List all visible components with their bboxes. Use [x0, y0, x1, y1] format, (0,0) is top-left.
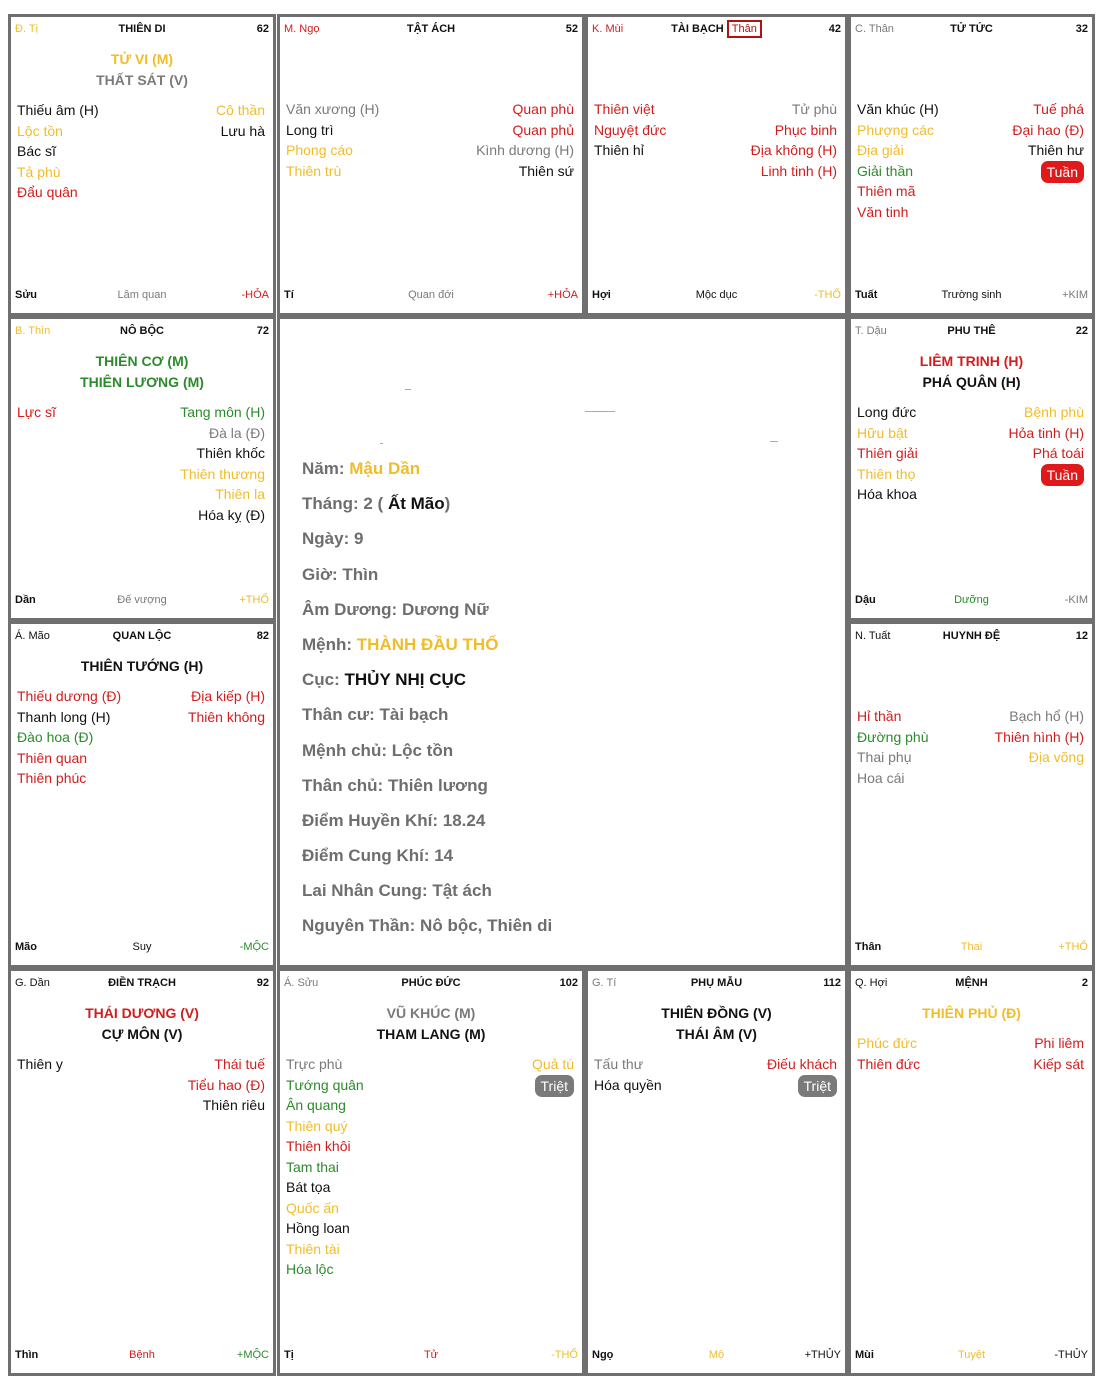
minor-stars-right	[216, 100, 265, 141]
palace-footer	[592, 289, 841, 303]
speck	[770, 441, 778, 442]
minor-star	[767, 1075, 837, 1098]
earthly-branch: Thân	[855, 941, 882, 953]
info-label: Tháng: 2 (	[302, 494, 388, 514]
palace-dau[interactable]	[848, 316, 1095, 621]
major-star: THAM LANG (M)	[376, 1026, 486, 1042]
minor-star: Địa võng	[1028, 749, 1084, 765]
earthly-branch: Tị	[284, 1349, 294, 1361]
minor-star: Hồng loan	[286, 1220, 350, 1236]
info-row	[302, 494, 552, 529]
palace-header	[15, 630, 269, 646]
major-star: THIÊN ĐỒNG (V)	[661, 1005, 772, 1021]
info-row	[302, 811, 552, 846]
palace-name: PHU THÊ	[947, 325, 996, 337]
info-label: Giờ: Thìn	[302, 564, 379, 584]
heavenly-stem-label: K. Mùi	[592, 23, 624, 35]
minor-star-badge: Triệt	[535, 1075, 574, 1098]
minor-star: Phục binh	[774, 121, 837, 138]
minor-star: Quan phủ	[512, 121, 574, 138]
palace-name: HUYNH ĐỆ	[942, 630, 1001, 642]
minor-star: Tang môn (H)	[180, 404, 265, 420]
palace-footer	[15, 1349, 269, 1363]
minor-star: Thiên quan	[17, 749, 88, 766]
minor-star: Thiếu dương (Đ)	[17, 688, 122, 704]
minor-star: Nguyệt đức	[594, 121, 667, 138]
speck	[585, 411, 615, 412]
palace-name: PHỤ MẪU	[690, 977, 743, 989]
info-label: Cục:	[302, 670, 345, 690]
speck	[380, 443, 383, 444]
palace-header	[15, 977, 269, 993]
than-tag: Thân	[727, 20, 762, 38]
element-label: +KIM	[1062, 289, 1088, 301]
earthly-branch: Hợi	[592, 289, 611, 301]
earthly-branch: Mùi	[855, 1349, 874, 1361]
palace-name: TẬT ÁCH	[406, 23, 456, 35]
minor-star-badge: Triệt	[798, 1075, 837, 1098]
heavenly-stem-label: C. Thân	[855, 23, 894, 35]
palace-age: 92	[256, 977, 269, 989]
minor-star: Thái tuế	[214, 1056, 265, 1072]
palace-footer	[284, 1349, 578, 1363]
life-stage: Suy	[132, 941, 152, 953]
minor-star-badge: Tuần	[1041, 464, 1084, 487]
minor-star: Tướng quân	[286, 1076, 364, 1093]
info-row	[302, 529, 552, 564]
minor-star: Địa giải	[857, 142, 904, 158]
palace-header	[284, 977, 578, 993]
minor-star: Bát tọa	[286, 1179, 331, 1195]
palace-footer	[15, 594, 269, 608]
palace-name: ĐIỀN TRẠCH	[108, 977, 176, 989]
minor-stars-right	[1009, 402, 1084, 486]
palace-header	[15, 23, 269, 39]
minor-star: Văn tinh	[857, 203, 909, 220]
minor-star	[1012, 161, 1084, 184]
palace-age: 32	[1075, 23, 1088, 35]
minor-star: Đường phù	[857, 728, 929, 745]
palace-ti[interactable]	[277, 14, 585, 316]
minor-star: Địa không (H)	[750, 142, 837, 158]
minor-star: Quả tú	[531, 1056, 574, 1072]
palace-name: TỬ TỨC	[950, 23, 993, 35]
minor-star: Thiên y	[17, 1056, 63, 1072]
element-label: -THỦY	[1054, 1349, 1088, 1361]
minor-star: Hóa quyền	[594, 1076, 662, 1093]
element-label: +HỎA	[547, 289, 578, 301]
info-label: Thân chủ: Thiên lương	[302, 775, 488, 795]
palace-name: MỆNH	[955, 977, 988, 989]
major-stars	[11, 1003, 273, 1045]
major-stars	[11, 656, 273, 677]
palace-age: 22	[1075, 325, 1088, 337]
palace-mui[interactable]	[848, 968, 1095, 1376]
minor-stars-left	[17, 686, 121, 789]
minor-star: Thiên hình (H)	[994, 728, 1084, 745]
minor-stars-left	[857, 402, 918, 505]
major-stars	[851, 1003, 1092, 1024]
minor-star: Thiên hỉ	[594, 142, 644, 158]
palace-header	[855, 23, 1088, 39]
minor-star: Tuế phá	[1033, 101, 1084, 117]
earthly-branch: Mão	[15, 941, 37, 953]
minor-star: Quốc ấn	[286, 1199, 339, 1216]
info-row	[302, 705, 552, 740]
minor-stars-left	[857, 99, 939, 222]
minor-stars-left	[17, 100, 99, 203]
palace-suu[interactable]	[8, 14, 276, 316]
minor-stars-left	[17, 402, 56, 423]
life-stage: Trường sinh	[941, 289, 1002, 301]
info-row	[302, 881, 552, 916]
palace-age: 82	[256, 630, 269, 642]
minor-star: Phúc đức	[857, 1035, 917, 1051]
heavenly-stem-label: T. Dậu	[855, 325, 887, 337]
palace-name: PHÚC ĐỨC	[401, 977, 461, 989]
minor-star: Thiên la	[215, 486, 265, 502]
major-star: THIÊN PHỦ (Đ)	[922, 1005, 1021, 1021]
info-label: Điểm Cung Khí: 14	[302, 846, 454, 866]
minor-star: Hóa kỵ (Đ)	[198, 506, 265, 523]
minor-stars-left	[857, 706, 928, 788]
info-row	[302, 670, 552, 705]
element-label: +THỔ	[239, 594, 269, 606]
minor-star: Cô thần	[215, 102, 265, 118]
element-label: +THỦY	[804, 1349, 841, 1361]
info-row	[302, 459, 552, 494]
minor-star: Đà la (Đ)	[208, 424, 265, 441]
heavenly-stem-label: G. Tí	[592, 977, 617, 989]
minor-stars-right	[751, 99, 837, 181]
palace-header	[592, 23, 841, 39]
palace-tiz[interactable]	[277, 968, 585, 1376]
info-value: Mậu Dần	[349, 459, 421, 478]
palace-age: 42	[828, 23, 841, 35]
palace-header	[855, 977, 1088, 993]
heavenly-stem-label: Á. Sửu	[284, 977, 319, 989]
info-row	[302, 600, 552, 635]
minor-stars-left	[17, 1054, 63, 1075]
minor-star: Thiên khôi	[286, 1138, 351, 1154]
earthly-branch: Tuất	[855, 289, 878, 301]
minor-star: Điếu khách	[766, 1056, 837, 1072]
minor-star: Kình dương (H)	[476, 142, 574, 158]
minor-stars-right	[767, 1054, 837, 1097]
minor-stars-right	[995, 706, 1084, 768]
major-star: THIÊN CƠ (M)	[95, 353, 189, 369]
life-stage: Dưỡng	[954, 594, 989, 606]
minor-stars-left	[594, 1054, 662, 1095]
earthly-branch: Tí	[284, 289, 294, 301]
palace-footer	[284, 289, 578, 303]
minor-star: Tử phù	[791, 101, 837, 117]
speck	[405, 389, 411, 390]
minor-star: Đào hoa (Đ)	[17, 729, 94, 745]
info-label: Nguyên Thần: Nô bộc, Thiên di	[302, 916, 553, 936]
minor-stars-right	[180, 402, 265, 525]
earthly-branch: Sửu	[15, 289, 38, 301]
palace-footer	[592, 1349, 841, 1363]
minor-star: Thiên mã	[857, 183, 916, 199]
palace-hoi[interactable]	[585, 14, 848, 316]
info-label: Mệnh chủ: Lộc tồn	[302, 740, 454, 760]
major-stars	[588, 1003, 845, 1045]
chart-center-panel	[277, 316, 848, 968]
minor-star: Thiên riêu	[202, 1097, 265, 1113]
major-star: THÁI ÂM (V)	[676, 1026, 757, 1042]
info-label: Điểm Huyền Khí: 18.24	[302, 810, 486, 830]
earthly-branch: Ngọ	[592, 1349, 614, 1361]
palace-age: 62	[256, 23, 269, 35]
life-stage: Thai	[960, 941, 983, 953]
palace-header	[592, 977, 841, 993]
minor-star: Tấu thư	[594, 1056, 644, 1072]
palace-header	[284, 23, 578, 39]
major-star: PHÁ QUÂN (H)	[922, 374, 1021, 390]
palace-name: NÔ BỘC	[120, 325, 164, 337]
life-stage: Tử	[423, 1349, 439, 1361]
minor-star: Quan phù	[512, 101, 574, 117]
minor-star: Thiên đức	[857, 1055, 921, 1072]
info-label: Lai Nhân Cung: Tật ách	[302, 881, 492, 901]
minor-star: Tả phù	[17, 163, 61, 180]
minor-star: Thiên giải	[857, 445, 918, 461]
minor-star: Linh tinh (H)	[760, 162, 837, 179]
heavenly-stem-label: Á. Mão	[15, 630, 50, 642]
minor-stars-left	[857, 1033, 920, 1074]
info-label: Âm Dương: Dương Nữ	[302, 599, 489, 619]
info-label: Thân cư: Tài bạch	[302, 705, 449, 725]
minor-star: Hỏa tinh (H)	[1008, 424, 1084, 441]
palace-age: 12	[1075, 630, 1088, 642]
minor-star: Hóa lộc	[286, 1261, 334, 1277]
life-stage: Quan đới	[408, 289, 454, 301]
minor-stars-right	[1033, 1033, 1084, 1074]
palace-age: 2	[1081, 977, 1088, 989]
minor-star: Long đức	[857, 404, 917, 420]
minor-star: Thiên trù	[286, 162, 342, 179]
minor-star: Lực sĩ	[17, 404, 56, 420]
palace-name: TÀI BẠCH Thân	[592, 23, 841, 35]
palace-tuat[interactable]	[848, 14, 1095, 316]
earthly-branch: Dần	[15, 594, 36, 606]
palace-ngo[interactable]	[585, 968, 848, 1376]
minor-stars-right	[1012, 99, 1084, 183]
minor-star: Lưu hà	[220, 122, 265, 139]
life-stage: Bệnh	[129, 1349, 155, 1361]
minor-stars-right	[476, 99, 574, 181]
minor-star: Văn xương (H)	[286, 101, 380, 117]
minor-star: Thiếu âm (H)	[17, 102, 99, 118]
minor-star: Thiên quý	[286, 1117, 348, 1134]
palace-age: 52	[565, 23, 578, 35]
minor-star: Thiên hư	[1027, 142, 1084, 158]
minor-star: Thiên thương	[180, 465, 265, 482]
life-stage: Tuyệt	[957, 1349, 986, 1361]
element-label: +MỘC	[236, 1349, 269, 1361]
minor-star: Thiên thọ	[857, 465, 916, 482]
element-label: -KIM	[1064, 594, 1088, 606]
major-star: THIÊN TƯỚNG (H)	[80, 658, 204, 674]
minor-star: Trực phù	[286, 1056, 343, 1072]
minor-star: Bệnh phù	[1024, 404, 1084, 420]
minor-star: Hóa khoa	[857, 486, 917, 502]
minor-star: Phong cáo	[286, 142, 353, 158]
minor-star: Phá toái	[1032, 445, 1084, 461]
element-label: -THỔ	[814, 289, 841, 301]
minor-stars-left	[286, 1054, 364, 1280]
major-star: THIÊN LƯƠNG (M)	[80, 374, 204, 390]
minor-star: Bác sĩ	[17, 143, 56, 159]
major-star: VŨ KHÚC (M)	[386, 1005, 476, 1021]
earthly-branch: Dậu	[855, 594, 876, 606]
minor-star: Long trì	[286, 121, 334, 138]
element-label: -MỘC	[239, 941, 269, 953]
minor-star: Thiên khốc	[196, 445, 265, 461]
minor-star: Phượng các	[857, 121, 934, 138]
minor-star: Thiên sứ	[518, 162, 574, 179]
minor-star: Thiên tài	[286, 1240, 340, 1257]
minor-star: Thiên không	[187, 708, 265, 725]
info-value: Ất Mão	[387, 494, 445, 514]
life-stage: Đế vượng	[117, 594, 167, 606]
info-suffix: )	[444, 494, 451, 514]
minor-star: Hoa cái	[857, 769, 905, 786]
info-row	[302, 846, 552, 881]
minor-stars-left	[594, 99, 666, 161]
info-row	[302, 741, 552, 776]
heavenly-stem-label: B. Thìn	[15, 325, 51, 337]
minor-star: Văn khúc (H)	[857, 101, 939, 117]
life-stage: Mộ	[708, 1349, 725, 1361]
major-stars	[11, 49, 273, 91]
minor-star	[1009, 464, 1084, 487]
palace-age: 112	[823, 977, 841, 989]
earthly-branch: Thìn	[15, 1349, 39, 1361]
palace-footer	[855, 289, 1088, 303]
minor-star: Thanh long (H)	[17, 708, 111, 725]
palace-mao[interactable]	[8, 621, 276, 968]
life-stage: Mộc dục	[695, 289, 738, 301]
minor-star: Tiểu hao (Đ)	[187, 1076, 265, 1093]
element-label: -THỔ	[551, 1349, 578, 1361]
major-stars	[280, 1003, 582, 1045]
info-row	[302, 565, 552, 600]
palace-dan[interactable]	[8, 316, 276, 621]
palace-header	[855, 630, 1088, 646]
palace-age: 72	[256, 325, 269, 337]
major-star: TỬ VI (M)	[110, 51, 174, 67]
palace-footer	[15, 941, 269, 955]
info-row	[302, 635, 552, 670]
info-label: Ngày: 9	[302, 529, 364, 549]
minor-star: Kiếp sát	[1033, 1055, 1084, 1072]
element-label: +THỔ	[1058, 941, 1088, 953]
palace-footer	[15, 289, 269, 303]
minor-star: Thiên phúc	[17, 770, 87, 786]
palace-footer	[855, 594, 1088, 608]
minor-star: Lộc tồn	[17, 122, 63, 139]
minor-star: Hỉ thần	[857, 708, 902, 724]
major-star: THẤT SÁT (V)	[96, 72, 188, 88]
heavenly-stem-label: Q. Hợi	[855, 977, 888, 989]
minor-stars-right	[188, 1054, 265, 1116]
minor-star: Tam thai	[286, 1158, 339, 1175]
life-stage: Lâm quan	[117, 289, 167, 301]
minor-star: Giải thần	[857, 162, 914, 179]
minor-star: Ân quang	[286, 1097, 346, 1113]
minor-stars-right	[532, 1054, 574, 1097]
major-stars	[851, 351, 1092, 393]
info-row	[302, 776, 552, 811]
palace-footer	[855, 1349, 1088, 1363]
info-value: THÀNH ĐẦU THỔ	[356, 634, 499, 654]
major-star: CỰ MÔN (V)	[101, 1026, 183, 1042]
minor-stars-left	[286, 99, 379, 181]
minor-star: Bạch hổ (H)	[1009, 708, 1084, 724]
minor-star-badge: Tuần	[1041, 161, 1084, 184]
heavenly-stem-label: G. Dần	[15, 977, 50, 989]
palace-age: 102	[559, 977, 578, 989]
palace-footer	[855, 941, 1088, 955]
minor-star: Thiên việt	[594, 101, 655, 117]
palace-than[interactable]	[848, 621, 1095, 968]
info-label: Mệnh:	[302, 634, 357, 654]
minor-star: Thai phụ	[857, 749, 912, 765]
minor-stars-right	[188, 686, 265, 727]
major-star: THÁI DƯƠNG (V)	[85, 1005, 199, 1021]
info-label: Năm:	[302, 459, 350, 478]
palace-header	[15, 325, 269, 341]
minor-star: Đại hao (Đ)	[1012, 121, 1084, 138]
palace-thin[interactable]	[8, 968, 276, 1376]
info-value: THỦY NHỊ CỤC	[344, 670, 467, 690]
minor-star: Hữu bật	[857, 424, 908, 441]
minor-star: Phi liêm	[1034, 1035, 1084, 1051]
palace-header	[855, 325, 1088, 341]
minor-star: Địa kiếp (H)	[191, 688, 265, 704]
minor-star: Đẩu quân	[17, 184, 78, 200]
heavenly-stem-label: M. Ngọ	[284, 23, 320, 35]
heavenly-stem-label: Đ. Tị	[15, 23, 39, 35]
major-stars	[11, 351, 273, 393]
palace-name: QUAN LỘC	[112, 630, 172, 642]
element-label: -HỎA	[241, 289, 269, 301]
major-star: LIÊM TRINH (H)	[919, 353, 1024, 369]
heavenly-stem-label: N. Tuất	[855, 630, 891, 642]
info-row	[302, 916, 552, 951]
palace-name: THIÊN DI	[118, 23, 166, 35]
minor-star	[532, 1075, 574, 1098]
birth-info-list	[302, 459, 552, 952]
